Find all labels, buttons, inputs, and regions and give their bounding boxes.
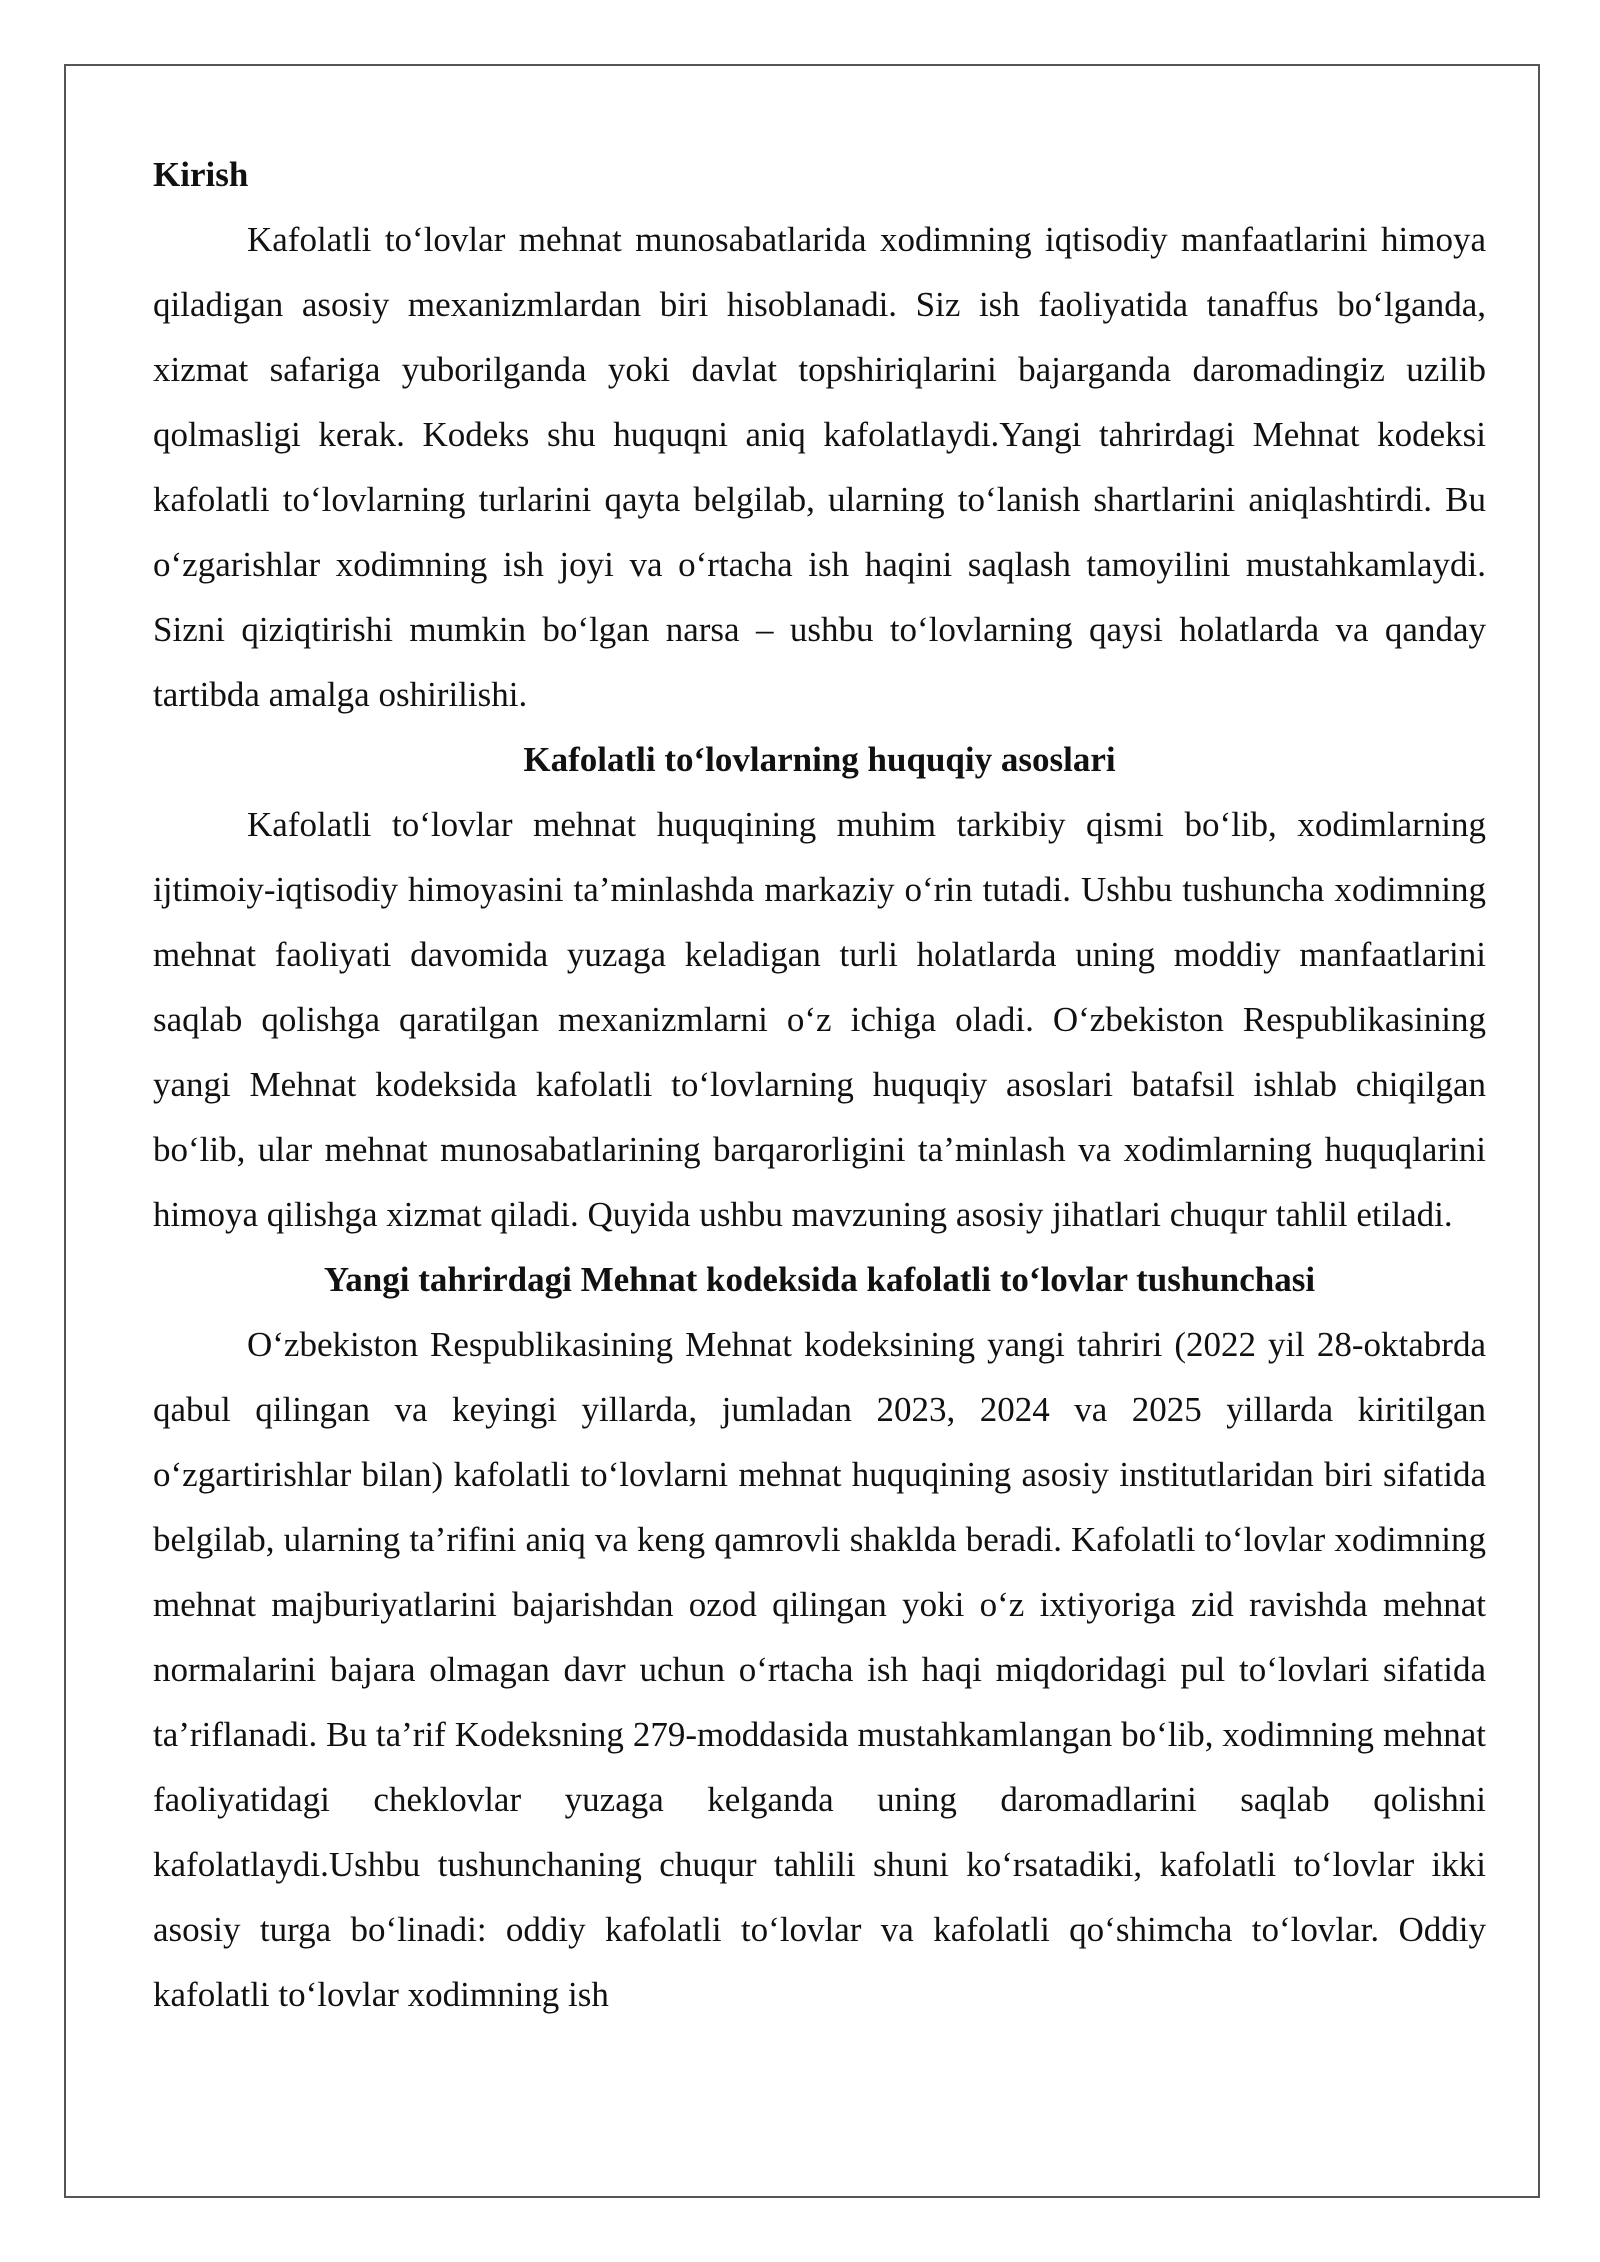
intro-heading: Kirish	[153, 155, 249, 194]
document-body	[153, 142, 1486, 2027]
intro-paragraph: Kafolatli to‘lovlar mehnat munosabatlarida xodimning iqtisodiy manfaatlarini himoya qiladigan asosiy mexanizmlardan biri hisoblanadi. Siz ish faoliyatida tanaffus bo‘lganda, xizmat safariga yuborilganda yoki davlat topshiriqlarini bajarganda daromadingiz uzilib qolmasligi kerak. Kodeks shu huquqni aniq kafolatlaydi.Yangi tahrirdagi Mehnat kodeksi kafolatli to‘lovlarning turlarini qayta belgilab, ularning to‘lanish shartlarini aniqlashtirdi. Bu o‘zgarishlar xodimning ish joyi va o‘rtacha ish haqini saqlash tamoyilini mustahkamlaydi. Sizni qiziqtirishi mumkin bo‘lgan narsa – ushbu to‘lovlarning qaysi holatlarda va qanday tartibda amalga oshirilishi.	[153, 220, 1486, 714]
section-legal-basis-heading: Kafolatli to‘lovlarning huquqiy asoslari	[523, 740, 1116, 779]
section-legal-basis-paragraph: Kafolatli to‘lovlar mehnat huquqining muhim tarkibiy qismi bo‘lib, xodimlarning ijtimoiy-iqtisodiy himoyasini ta’minlashda markaziy o‘rin tutadi. Ushbu tushuncha xodimning mehnat faoliyati davomida yuzaga keladigan turli holatlarda uning moddiy manfaatlarini saqlab qolishga qaratilgan mexanizmlarni o‘z ichiga oladi. O‘zbekiston Respublikasining yangi Mehnat kodeksida kafolatli to‘lovlarning huquqiy asoslari batafsil ishlab chiqilgan bo‘lib, ular mehnat munosabatlarining barqarorligini ta’minlash va xodimlarning huquqlarini himoya qilishga xizmat qiladi. Quyida ushbu mavzuning asosiy jihatlari chuqur tahlil etiladi.	[153, 805, 1486, 1234]
section-concept-heading: Yangi tahrirdagi Mehnat kodeksida kafolatli to‘lovlar tushunchasi	[323, 1260, 1316, 1299]
section-concept-paragraph: O‘zbekiston Respublikasining Mehnat kodeksining yangi tahriri (2022 yil 28-oktabrda qabul qilingan va keyingi yillarda, jumladan 2023, 2024 va 2025 yillarda kiritilgan o‘zgartirishlar bilan) kafolatli to‘lovlarni mehnat huquqining asosiy institutlaridan biri sifatida belgilab, ularning ta’rifini aniq va keng qamrovli shaklda beradi. Kafolatli to‘lovlar xodimning mehnat majburiyatlarini bajarishdan ozod qilingan yoki o‘z ixtiyoriga zid ravishda mehnat normalarini bajara olmagan davr uchun o‘rtacha ish haqi miqdoridagi pul to‘lovlari sifatida ta’riflanadi. Bu ta’rif Kodeksning 279-moddasida mustahkamlangan bo‘lib, xodimning mehnat faoliyatidagi cheklovlar yuzaga kelganda uning daromadlarini saqlab qolishni kafolatlaydi.Ushbu tushunchaning chuqur tahlili shuni ko‘rsatadiki, kafolatli to‘lovlar ikki asosiy turga bo‘linadi: oddiy kafolatli to‘lovlar va kafolatli qo‘shimcha to‘lovlar. Oddiy kafolatli to‘lovlar xodimning ish	[153, 1325, 1486, 2014]
